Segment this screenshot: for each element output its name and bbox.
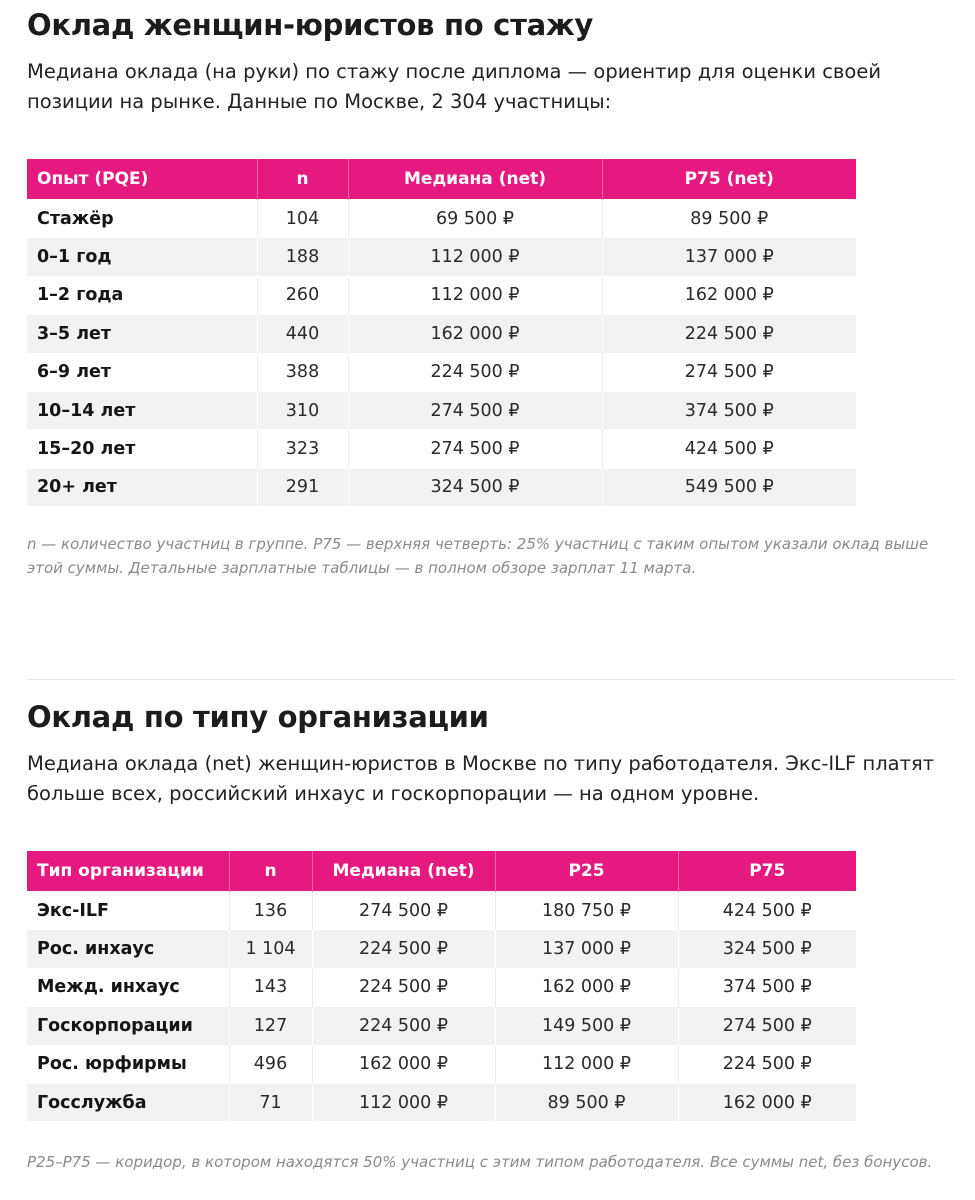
table-cell: 71 (229, 1083, 312, 1121)
table-cell: 274 500 ₽ (602, 353, 856, 391)
table-row (27, 968, 856, 1006)
column-header: Медиана (net) (312, 851, 495, 892)
table-cell: 137 000 ₽ (602, 238, 856, 276)
table-cell: 310 (257, 391, 348, 429)
table-row (27, 930, 856, 968)
table-cell: 127 (229, 1007, 312, 1045)
table-cell: 136 (229, 892, 312, 930)
row-label: 20+ лет (27, 468, 257, 506)
table-row (27, 238, 856, 276)
table-cell: 162 000 ₽ (312, 1045, 495, 1083)
column-header: P75 (net) (602, 159, 856, 200)
row-label: Межд. инхаус (27, 968, 229, 1006)
table-row (27, 892, 856, 930)
column-header: Опыт (PQE) (27, 159, 257, 200)
row-label: 10–14 лет (27, 391, 257, 429)
table-header-row (27, 851, 856, 892)
table-row (27, 468, 856, 506)
table-cell: 496 (229, 1045, 312, 1083)
row-label: 15–20 лет (27, 430, 257, 468)
table-cell: 274 500 ₽ (312, 892, 495, 930)
row-label: 3–5 лет (27, 315, 257, 353)
section-divider (27, 679, 955, 680)
table-cell: 324 500 ₽ (348, 468, 602, 506)
table-cell: 137 000 ₽ (495, 930, 678, 968)
column-header: P25 (495, 851, 678, 892)
row-label: Госкорпорации (27, 1007, 229, 1045)
salary-by-organization-table (27, 851, 856, 1121)
table-cell: 224 500 ₽ (312, 930, 495, 968)
table-cell: 324 500 ₽ (678, 930, 856, 968)
table-cell: 274 500 ₽ (348, 430, 602, 468)
row-label: Стажёр (27, 200, 257, 238)
table-cell: 224 500 ₽ (678, 1045, 856, 1083)
table-cell: 149 500 ₽ (495, 1007, 678, 1045)
table-cell: 162 000 ₽ (348, 315, 602, 353)
table-cell: 323 (257, 430, 348, 468)
table-cell: 424 500 ₽ (602, 430, 856, 468)
section-lead-organization: Медиана оклада (net) женщин-юристов в Москве по типу работодателя. Экс-ILF платят больше всех, российский инхаус и госкорпорации — на одном уровне. (27, 752, 935, 805)
column-header: P75 (678, 851, 856, 892)
table-cell: 143 (229, 968, 312, 1006)
table-cell: 104 (257, 200, 348, 238)
column-header: Медиана (net) (348, 159, 602, 200)
table-cell: 162 000 ₽ (602, 276, 856, 314)
table-cell: 260 (257, 276, 348, 314)
table-cell: 388 (257, 353, 348, 391)
table-cell: 224 500 ₽ (602, 315, 856, 353)
table-cell: 274 500 ₽ (678, 1007, 856, 1045)
section-lead-experience: Медиана оклада (на руки) по стажу после диплома — ориентир для оценки своей позиции на рынке. Данные по Москве, 2 304 участницы: (27, 60, 882, 113)
table-row (27, 200, 856, 238)
table-row (27, 391, 856, 429)
table-cell: 162 000 ₽ (495, 968, 678, 1006)
table-cell: 112 000 ₽ (348, 276, 602, 314)
row-label: Рос. инхаус (27, 930, 229, 968)
table-cell: 549 500 ₽ (602, 468, 856, 506)
row-label: 1–2 года (27, 276, 257, 314)
table-cell: 440 (257, 315, 348, 353)
salary-by-experience-table (27, 159, 856, 506)
table-cell: 89 500 ₽ (602, 200, 856, 238)
footnote-experience: n — количество участниц в группе. P75 — верхняя четверть: 25% участниц с таким опытом указали оклад выше этой суммы. Детальные зарплатные таблицы — в полном обзоре зарплат 11 марта. (27, 535, 929, 577)
row-label: 0–1 год (27, 238, 257, 276)
row-label: Экс-ILF (27, 892, 229, 930)
table-cell: 274 500 ₽ (348, 391, 602, 429)
table-cell: 424 500 ₽ (678, 892, 856, 930)
column-header: Тип организации (27, 851, 229, 892)
table-row (27, 430, 856, 468)
table-row (27, 353, 856, 391)
table-cell: 112 000 ₽ (312, 1083, 495, 1121)
table-cell: 112 000 ₽ (495, 1045, 678, 1083)
footnote-organization: P25–P75 — коридор, в котором находятся 50% участниц с этим типом работодателя. Все суммы net, без бонусов. (27, 1153, 933, 1171)
table-cell: 291 (257, 468, 348, 506)
table-cell: 374 500 ₽ (602, 391, 856, 429)
column-header: n (257, 159, 348, 200)
section-title-organization: Оклад по типу организации (27, 700, 489, 734)
table-cell: 224 500 ₽ (312, 1007, 495, 1045)
row-label: Госслужба (27, 1083, 229, 1121)
table-header-row (27, 159, 856, 200)
table-cell: 89 500 ₽ (495, 1083, 678, 1121)
row-label: 6–9 лет (27, 353, 257, 391)
column-header: n (229, 851, 312, 892)
table-cell: 69 500 ₽ (348, 200, 602, 238)
table-cell: 112 000 ₽ (348, 238, 602, 276)
table-row (27, 315, 856, 353)
table-row (27, 1083, 856, 1121)
table-row (27, 1007, 856, 1045)
row-label: Рос. юрфирмы (27, 1045, 229, 1083)
table-row (27, 1045, 856, 1083)
table-cell: 188 (257, 238, 348, 276)
table-cell: 224 500 ₽ (348, 353, 602, 391)
table-row (27, 276, 856, 314)
table-cell: 374 500 ₽ (678, 968, 856, 1006)
table-cell: 224 500 ₽ (312, 968, 495, 1006)
section-title-experience: Оклад женщин-юристов по стажу (27, 8, 594, 42)
table-cell: 180 750 ₽ (495, 892, 678, 930)
table-cell: 1 104 (229, 930, 312, 968)
table-cell: 162 000 ₽ (678, 1083, 856, 1121)
